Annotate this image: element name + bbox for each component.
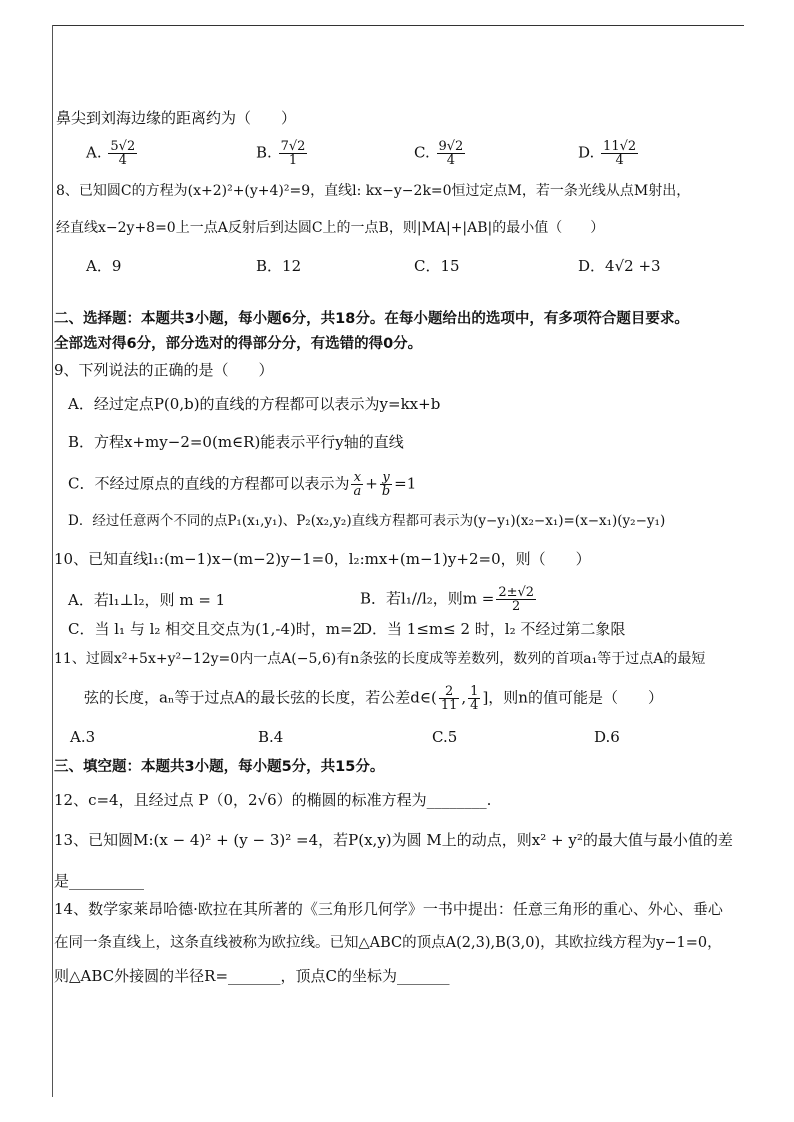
q8-option-b: B．12: [256, 257, 302, 275]
q11-option-b: B.4: [258, 728, 284, 746]
q7-option-b: [256, 140, 309, 167]
q14-line1: 14、数学家莱昂哈德·欧拉在其所著的《三角形几何学》一书中提出：任意三角形的重心、外心、垂心: [54, 900, 723, 918]
q8-option-c: C．15: [414, 257, 460, 275]
q13-line2: 是__________: [54, 872, 145, 890]
q9-c-fraction-x: $\frac{x}{a}$: [353, 470, 362, 499]
q7-option-a-label: A.: [86, 143, 102, 162]
q9-option-b: B．方程x+my−2=0(m∈R)能表示平行y轴的直线: [68, 433, 404, 451]
q7-option-c-fraction: $\frac{9√2}{4}$: [438, 139, 464, 168]
q7-option-c: [414, 140, 467, 167]
q11-option-d: D.6: [594, 728, 620, 746]
q9-stem: 9、下列说法的正确的是（ ）: [54, 361, 274, 379]
q9-option-d: D．经过任意两个不同的点P₁(x₁,y₁)、P₂(x₂,y₂)直线方程都可表示为(y−y₁)(x₂−x₁)=(x−x₁)(y₂−y₁): [68, 513, 666, 529]
q14-line2: 在同一条直线上，这条直线被称为欧拉线。已知△ABC的顶点A(2,3),B(3,0)，其欧拉线方程为y−1=0，: [54, 935, 722, 951]
q10-option-a: A．若l₁⊥l₂，则 m = 1: [68, 591, 226, 609]
q12-text: 12、c=4，且经过点 P（0，2√6）的椭圆的标准方程为________.: [54, 791, 492, 809]
q7-option-b-fraction: $\frac{7√2}{1}$: [280, 139, 306, 168]
q11-option-a: A.3: [70, 728, 96, 746]
section2-heading-line2: 全部选对得6分，部分选对的得部分分，有选错的得0分。: [54, 336, 423, 352]
q11-fraction-1-4: $\frac{1}{4}$: [470, 684, 479, 713]
q7-option-a-fraction: $\frac{5√2}{4}$: [110, 139, 136, 168]
q8-option-a: A．9: [86, 257, 122, 275]
section2-heading-line1: 二、选择题：本题共3小题，每小题6分，共18分。在每小题给出的选项中，有多项符合题目要求。: [54, 311, 689, 327]
q10-option-b: B．若l₁//l₂，则m = $\frac{2\pm√2}{2}$: [360, 585, 535, 614]
page-left-border: [52, 25, 53, 1097]
q9-option-c: C．不经过原点的直线的方程都可以表示为 $\frac{x}{a}$ + $\frac{y}{b}$ =1: [68, 470, 417, 499]
q9-option-a: A．经过定点P(0,b)的直线的方程都可以表示为y=kx+b: [68, 395, 441, 413]
section3-heading: 三、填空题：本题共3小题，每小题5分，共15分。: [54, 759, 385, 775]
q8-stem-line1: 8、已知圆C的方程为(x+2)²+(y+4)²=9，直线l: kx−y−2k=0恒过定点M，若一条光线从点M射出，: [56, 183, 691, 199]
q14-line3: 则△ABC外接圆的半径R=_______，顶点C的坐标为_______: [54, 967, 450, 985]
q7-option-a: [86, 140, 139, 167]
q10-stem: 10、已知直线l₁:(m−1)x−(m−2)y−1=0，l₂:mx+(m−1)y+2=0，则（ ）: [54, 550, 591, 568]
q7-stem-tail: 鼻尖到刘海边缘的距离约为（ ）: [56, 109, 297, 127]
q11-stem-line1: 11、过圆x²+5x+y²−12y=0内一点A(−5,6)有n条弦的长度成等差数列，数列的首项a₁等于过点A的最短: [54, 651, 706, 667]
q9-c-fraction-y: $\frac{y}{b}$: [381, 470, 391, 499]
q10-b-fraction: $\frac{2\pm√2}{2}$: [498, 585, 535, 614]
q7-option-d-label: D.: [578, 143, 595, 162]
q11-stem-line2: 弦的长度，aₙ等于过点A的最长弦的长度，若公差d∈( $\frac{2}{11}$ , $\frac{1}{4}$ ]，则n的值可能是（ ）: [84, 684, 663, 713]
q7-option-d: [578, 140, 640, 167]
q11-option-c: C.5: [432, 728, 458, 746]
q7-option-d-fraction: $\frac{11√2}{4}$: [603, 139, 637, 168]
page-top-border: [52, 25, 744, 26]
q7-option-c-label: C.: [414, 143, 430, 162]
q10-option-c: C．当 l₁ 与 l₂ 相交且交点为(1,-4)时，m=2: [68, 620, 363, 638]
q13-line1: 13、已知圆M:(x − 4)² + (y − 3)² =4，若P(x,y)为圆 M上的动点，则x² + y²的最大值与最小值的差: [54, 831, 733, 849]
q10-option-d: D．当 1≤m≤ 2 时，l₂ 不经过第二象限: [360, 620, 626, 638]
q7-option-b-label: B.: [256, 143, 272, 162]
q8-stem-line2: 经直线x−2y+8=0上一点A反射后到达圆C上的一点B，则|MA|+|AB|的最小值（ ）: [56, 220, 605, 236]
q11-fraction-2-11: $\frac{2}{11}$: [440, 684, 458, 713]
q8-option-d: D．4√2 +3: [578, 257, 661, 275]
